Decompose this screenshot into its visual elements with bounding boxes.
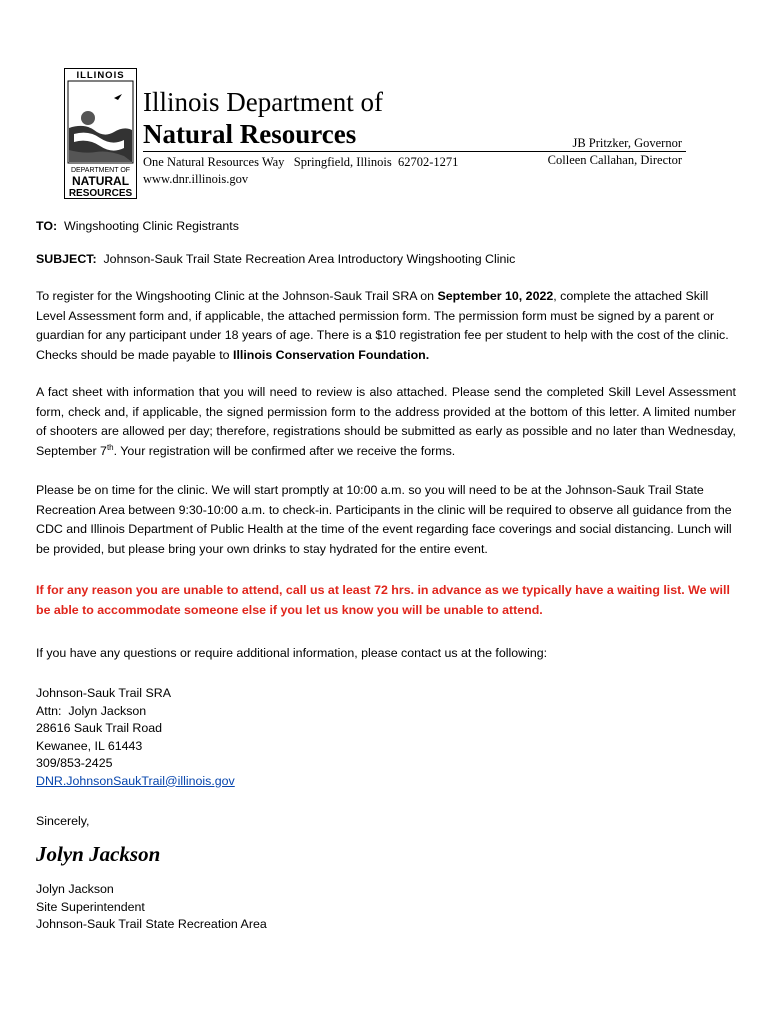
- contact-city: Kewanee, IL 61443: [36, 738, 143, 753]
- agency-website: www.dnr.illinois.gov: [143, 172, 249, 186]
- paragraph-text: To register for the Wingshooting Clinic at the Johnson-Sauk Trail SRA on: [36, 289, 438, 303]
- contact-street: 28616 Sauk Trail Road: [36, 721, 163, 735]
- agency-address: One Natural Resources Way Springfield, Illinois 62702-1271: [143, 155, 459, 169]
- paragraph-text: A fact sheet with information that you will need to review is also attached. Please send the completed Skill Level Assessment form, check and, if applicable, the signed permission form to the address provided at the bottom of this letter. A limited number of shooters are allowed per day; therefore, registrations should be submitted as early as possible and no later than Wednesday, September 7: [36, 385, 736, 458]
- signature: Jolyn Jackson: [36, 842, 161, 866]
- memo-to-line: [36, 217, 736, 237]
- clinic-date: September 10, 2022: [437, 289, 554, 303]
- logo-bottom-text-2: NATURAL: [71, 174, 130, 188]
- contact-block: [36, 685, 736, 790]
- to-label: TO:: [36, 219, 58, 233]
- logo-top-text: ILLINOIS: [76, 70, 125, 81]
- subject-value: Johnson-Sauk Trail State Recreation Area Introductory Wingshooting Clinic: [103, 252, 516, 266]
- contact-attn: Attn: Jolyn Jackson: [36, 703, 147, 718]
- governor-name: JB Pritzker, Governor: [572, 136, 682, 150]
- memo-subject-line: [36, 250, 736, 270]
- payee-name: Illinois Conservation Foundation.: [233, 347, 430, 362]
- signer-title: Site Superintendent: [36, 899, 145, 914]
- signer-organization: Johnson-Sauk Trail State Recreation Area: [36, 917, 267, 931]
- contact-phone: 309/853-2425: [36, 756, 113, 770]
- contact-name: Johnson-Sauk Trail SRA: [36, 686, 171, 700]
- idnr-logo: [64, 68, 137, 199]
- paragraph-contact-intro: If you have any questions or require additional information, please contact us at the following:: [36, 646, 548, 660]
- paragraph-registration: [36, 287, 736, 365]
- paragraph-text: , complete the attached Skill Level Assessment form and, if applicable, the attached permission form. The permission form must be signed by a parent or guardian for any participant under 18 years of age. There is a $10 registration fee per student to help with the cost of the clinic. Checks should be made payable to: [36, 289, 729, 362]
- superscript: th: [106, 442, 114, 452]
- agency-name-line-2: Natural Resources: [143, 119, 357, 149]
- paragraph-forms: [36, 383, 736, 461]
- to-value: Wingshooting Clinic Registrants: [64, 219, 239, 233]
- signer-name: Jolyn Jackson: [36, 882, 114, 896]
- paragraph-warning: If for any reason you are unable to attend, call us at least 72 hrs. in advance as we typically have a waiting list. We will be able to accommodate someone else if you let us know you will be unable to attend.: [36, 583, 730, 617]
- agency-name-line-1: Illinois Department of: [143, 87, 383, 117]
- contact-email-link[interactable]: DNR.JohnsonSaukTrail@illinois.gov: [36, 773, 235, 788]
- paragraph-text: . Your registration will be confirmed after we receive the forms.: [113, 443, 456, 458]
- signer-block: [36, 881, 736, 934]
- closing: Sincerely,: [36, 814, 90, 828]
- paragraph-schedule: Please be on time for the clinic. We will start promptly at 10:00 a.m. so you will need to be at the Johnson-Sauk Trail State Recreation Area between 9:30-10:00 a.m. to check-in. Participants in the clinic will be required to observe all guidance from the CDC and Illinois Department of Public Health at the time of the event regarding face coverings and social distancing. Lunch will be provided, but please bring your own drinks to stay hydrated for the entire event.: [36, 483, 732, 556]
- subject-label: SUBJECT:: [36, 252, 97, 266]
- logo-bottom-text-1: DEPARTMENT OF: [70, 167, 131, 174]
- letterhead-rule: [143, 151, 686, 152]
- logo-bottom-text-3: RESOURCES: [68, 188, 133, 199]
- director-name: Colleen Callahan, Director: [547, 153, 682, 167]
